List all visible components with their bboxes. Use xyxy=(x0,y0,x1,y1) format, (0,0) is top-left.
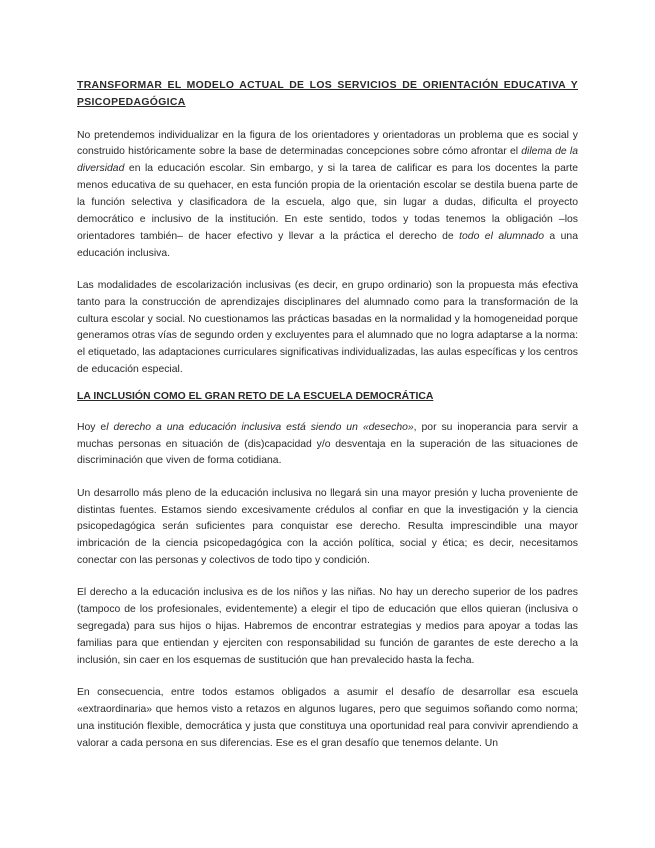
text-run: a una educación inclusiva. xyxy=(77,230,578,259)
text-run: Hoy e xyxy=(77,421,107,433)
italic-run: l derecho a una educación inclusiva está siendo un «desecho» xyxy=(106,421,414,433)
italic-run: todo el alumnado xyxy=(459,230,544,242)
text-run: , por su inoperancia para servir a muchas personas en situación de (dis)capacidad y/o desventaja en la superación de las situaciones de discriminación que viven de forma cotidiana. xyxy=(77,421,578,467)
text-run: En consecuencia, entre todos estamos obligados a asumir el desafío de desarrollar esa escuela «extraordinaria» que hemos visto a retazos en algunos lugares, pero que seguimos soñando como norma; una institución flexible, democrática y justa que constituya una oportunidad real para convivir aprendiendo a valorar a cada persona en sus diferencias. Ese es el gran desafío que tenemos delante. Un xyxy=(77,687,578,749)
paragraph-3 xyxy=(77,420,578,471)
text-run: en la educación escolar. Sin embargo, y si la tarea de calificar es para los docentes la parte menos educativa de su quehacer, en esta función propia de la orientación escolar se destila buena parte de la función selectiva y clasificadora de la escuela, algo que, sin lugar a dudas, dificulta el proyecto democrático e inclusivo de la institución. En este sentido, todos y todas tenemos la obligación –los orientadores también– de hacer efectivo y llevar a la práctica el derecho de xyxy=(77,163,578,242)
paragraph-1 xyxy=(77,128,578,263)
text-run: El derecho a la educación inclusiva es de los niños y las niñas. No hay un derecho superior de los padres (tampoco de los profesionales, evidentemente) a elegir el tipo de educación que ellos quieran (inclusiva o segregada) para sus hijos o hijas. Habremos de encontrar estrategias y medios para apoyar a todas las familias para que entiendan y ejerciten con responsabilidad su función de garantes de este derecho a la inclusión, sin caer en los esquemas de sustitución que han prevalecido hasta la fecha. xyxy=(77,587,578,666)
italic-run: dilema de la diversidad xyxy=(77,146,579,175)
text-run: Las modalidades de escolarización inclusivas (es decir, en grupo ordinario) son la propuesta más efectiva tanto para la construcción de aprendizajes disciplinares del alumnado como para la transformación de la cultura escolar y social. No cuestionamos las prácticas basadas en la normalidad y la homogeneidad porque generamos otras vías de segundo orden y excluyentes para el alumnado que no logra adaptarse a la norma: el etiquetado, las adaptaciones curriculares significativas individualizadas, las aulas específicas y los centros de educación especial. xyxy=(77,279,578,376)
text-run: Un desarrollo más pleno de la educación inclusiva no llegará sin una mayor presión y lucha proveniente de distintas fuentes. Estamos siendo excesivamente crédulos al confiar en que la investigación y la ciencia psicopedagógica serán suficientes para conquistar ese derecho. Resulta imprescindible una mayor imbricación de la ciencia psicopedagógica con la acción política, social y ética; es decir, necesitamos conectar con las personas y colectivos de todo tipo y condición. xyxy=(77,487,578,567)
paragraph-5 xyxy=(77,585,578,669)
paragraph-2 xyxy=(77,278,578,379)
document-page xyxy=(77,78,578,753)
section-heading-orientacion: TRANSFORMAR EL MODELO ACTUAL DE LOS SERVICIOS DE ORIENTACIÓN EDUCATIVA Y PSICOPEDAGÓGICA xyxy=(77,80,578,108)
section-heading-inclusion: LA INCLUSIÓN COMO EL GRAN RETO DE LA ESCUELA DEMOCRÁTICA xyxy=(77,390,434,402)
paragraph-6 xyxy=(77,685,578,752)
text-run: No pretendemos individualizar en la figura de los orientadores y orientadoras un problema que es social y construido históricamente sobre la base de determinadas concepciones sobre cómo afrontar el xyxy=(77,129,578,158)
paragraph-4 xyxy=(77,486,578,570)
